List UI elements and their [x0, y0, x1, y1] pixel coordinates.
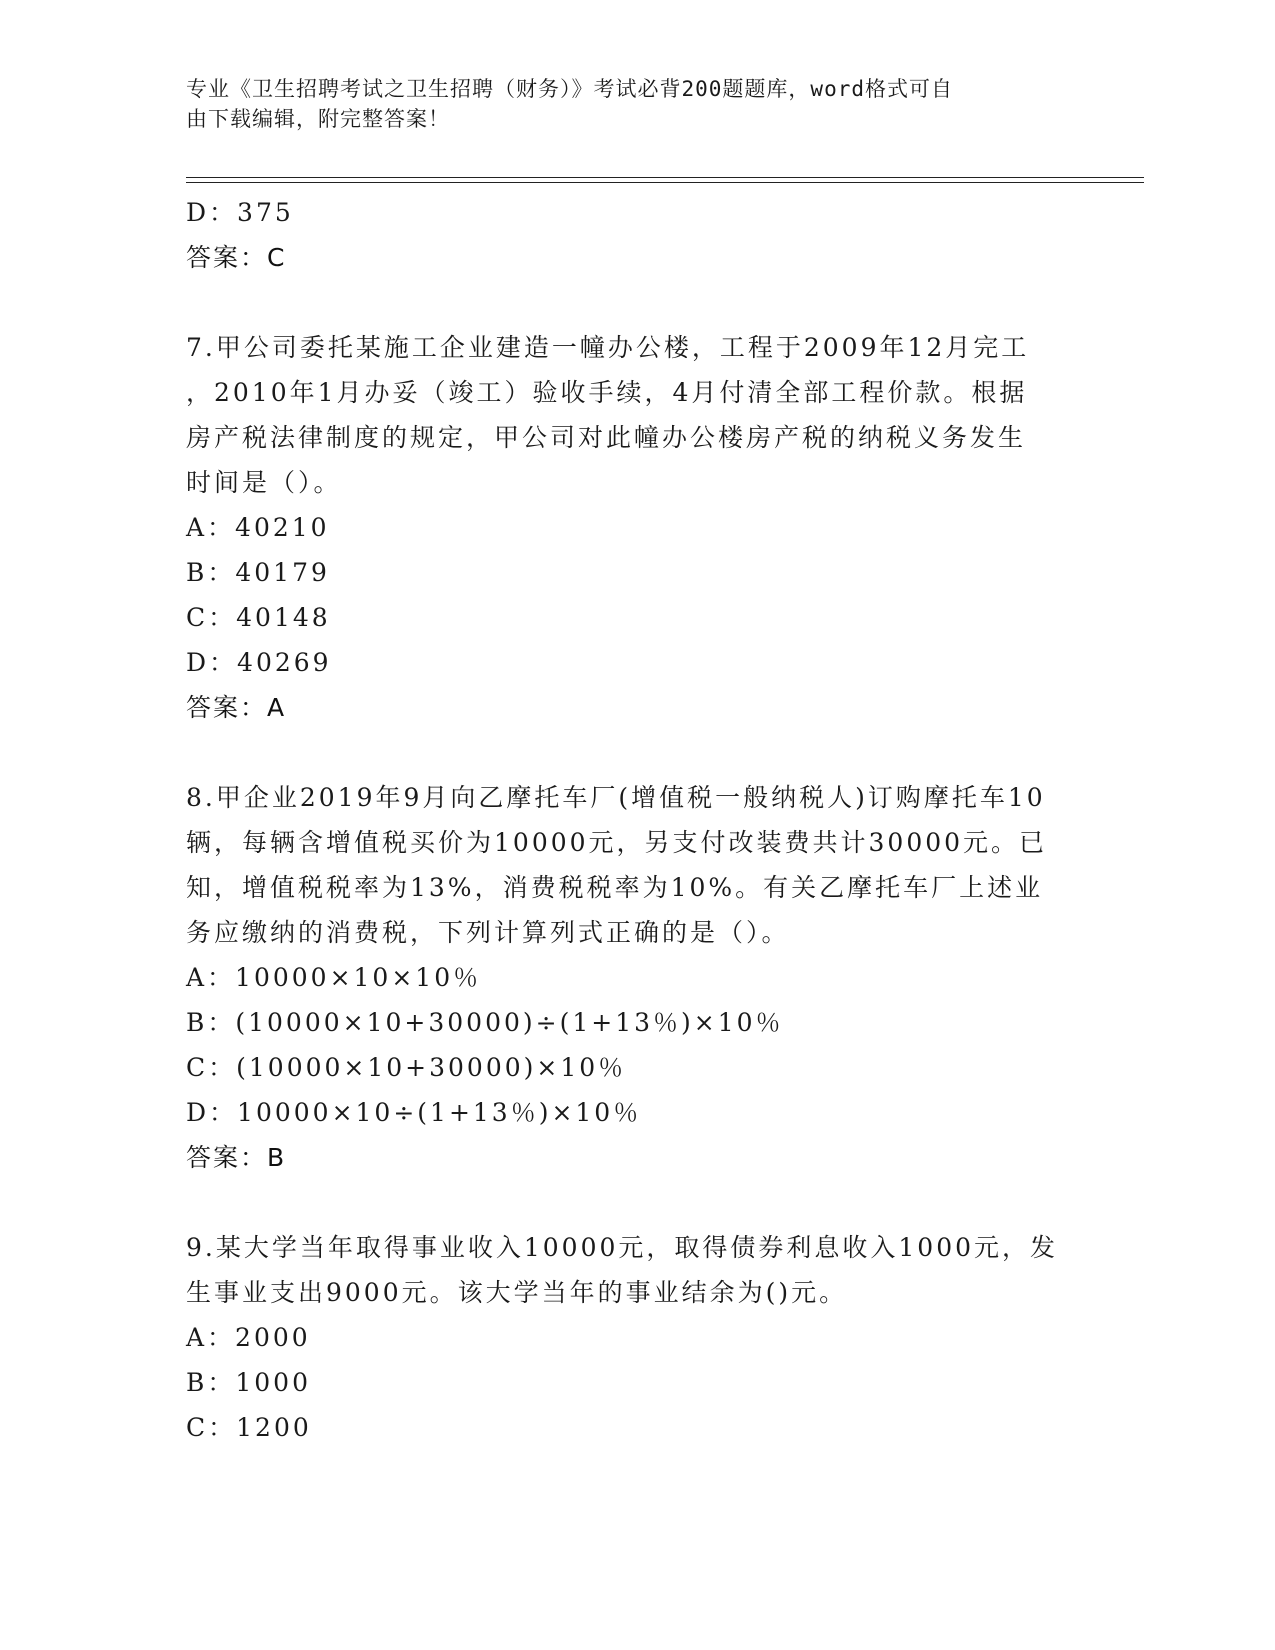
- prev-option-d: D：375: [186, 198, 294, 227]
- question-7-line: ，2010年1月办妥（竣工）验收手续，4月付清全部工程价款。根据: [186, 378, 1028, 407]
- question-9-option-c: C：1200: [186, 1413, 312, 1442]
- question-7-answer: 答案：A: [186, 693, 287, 722]
- question-9-option-a: A：2000: [186, 1323, 311, 1352]
- question-7-option-a: A：40210: [186, 513, 330, 542]
- header-line-2: 由下载编辑，附完整答案！: [186, 107, 450, 131]
- question-8-option-b: B：(10000×10+30000)÷(1+13％)×10％: [186, 1008, 784, 1037]
- question-8-line: 务应缴纳的消费税，下列计算列式正确的是（）。: [186, 918, 790, 947]
- question-8-line: 辆，每辆含增值税买价为10000元，另支付改装费共计30000元。已: [186, 828, 1048, 857]
- header-divider-bottom: [186, 182, 1144, 183]
- question-8-answer: 答案：B: [186, 1143, 287, 1172]
- document-header: [186, 74, 1066, 134]
- question-8-line: 知，增值税税率为13%，消费税税率为10%。有关乙摩托车厂上述业: [186, 873, 1044, 902]
- question-9-text: [186, 1225, 1086, 1315]
- spacer: [186, 280, 1086, 325]
- spacer: [186, 730, 1086, 775]
- prev-answer: 答案：C: [186, 243, 287, 272]
- question-7-option-b: B：40179: [186, 558, 330, 587]
- question-7-option-d: D：40269: [186, 648, 332, 677]
- question-8-option-a: A：10000×10×10％: [186, 963, 482, 992]
- question-8-line: 8.甲企业2019年9月向乙摩托车厂(增值税一般纳税人)订购摩托车10: [186, 783, 1046, 812]
- question-7-line: 时间是（）。: [186, 468, 342, 497]
- question-8-option-d: D：10000×10÷(1+13％)×10％: [186, 1098, 642, 1127]
- question-7-line: 房产税法律制度的规定，甲公司对此幢办公楼房产税的纳税义务发生: [186, 423, 1027, 452]
- header-divider-top: [186, 177, 1144, 178]
- question-9-line: 9.某大学当年取得事业收入10000元，取得债券利息收入1000元，发: [186, 1233, 1059, 1262]
- header-line-1: 专业《卫生招聘考试之卫生招聘（财务）》考试必背200题题库，word格式可自: [186, 77, 953, 101]
- spacer: [186, 1180, 1086, 1225]
- question-7-text: [186, 325, 1086, 505]
- question-8-option-c: C：(10000×10+30000)×10％: [186, 1053, 627, 1082]
- question-7-option-c: C：40148: [186, 603, 331, 632]
- document-body: [186, 190, 1086, 1450]
- question-7-line: 7.甲公司委托某施工企业建造一幢办公楼，工程于2009年12月完工: [186, 333, 1030, 362]
- question-9-option-b: B：1000: [186, 1368, 311, 1397]
- question-9-line: 生事业支出9000元。该大学当年的事业结余为()元。: [186, 1278, 848, 1307]
- question-8-text: [186, 775, 1086, 955]
